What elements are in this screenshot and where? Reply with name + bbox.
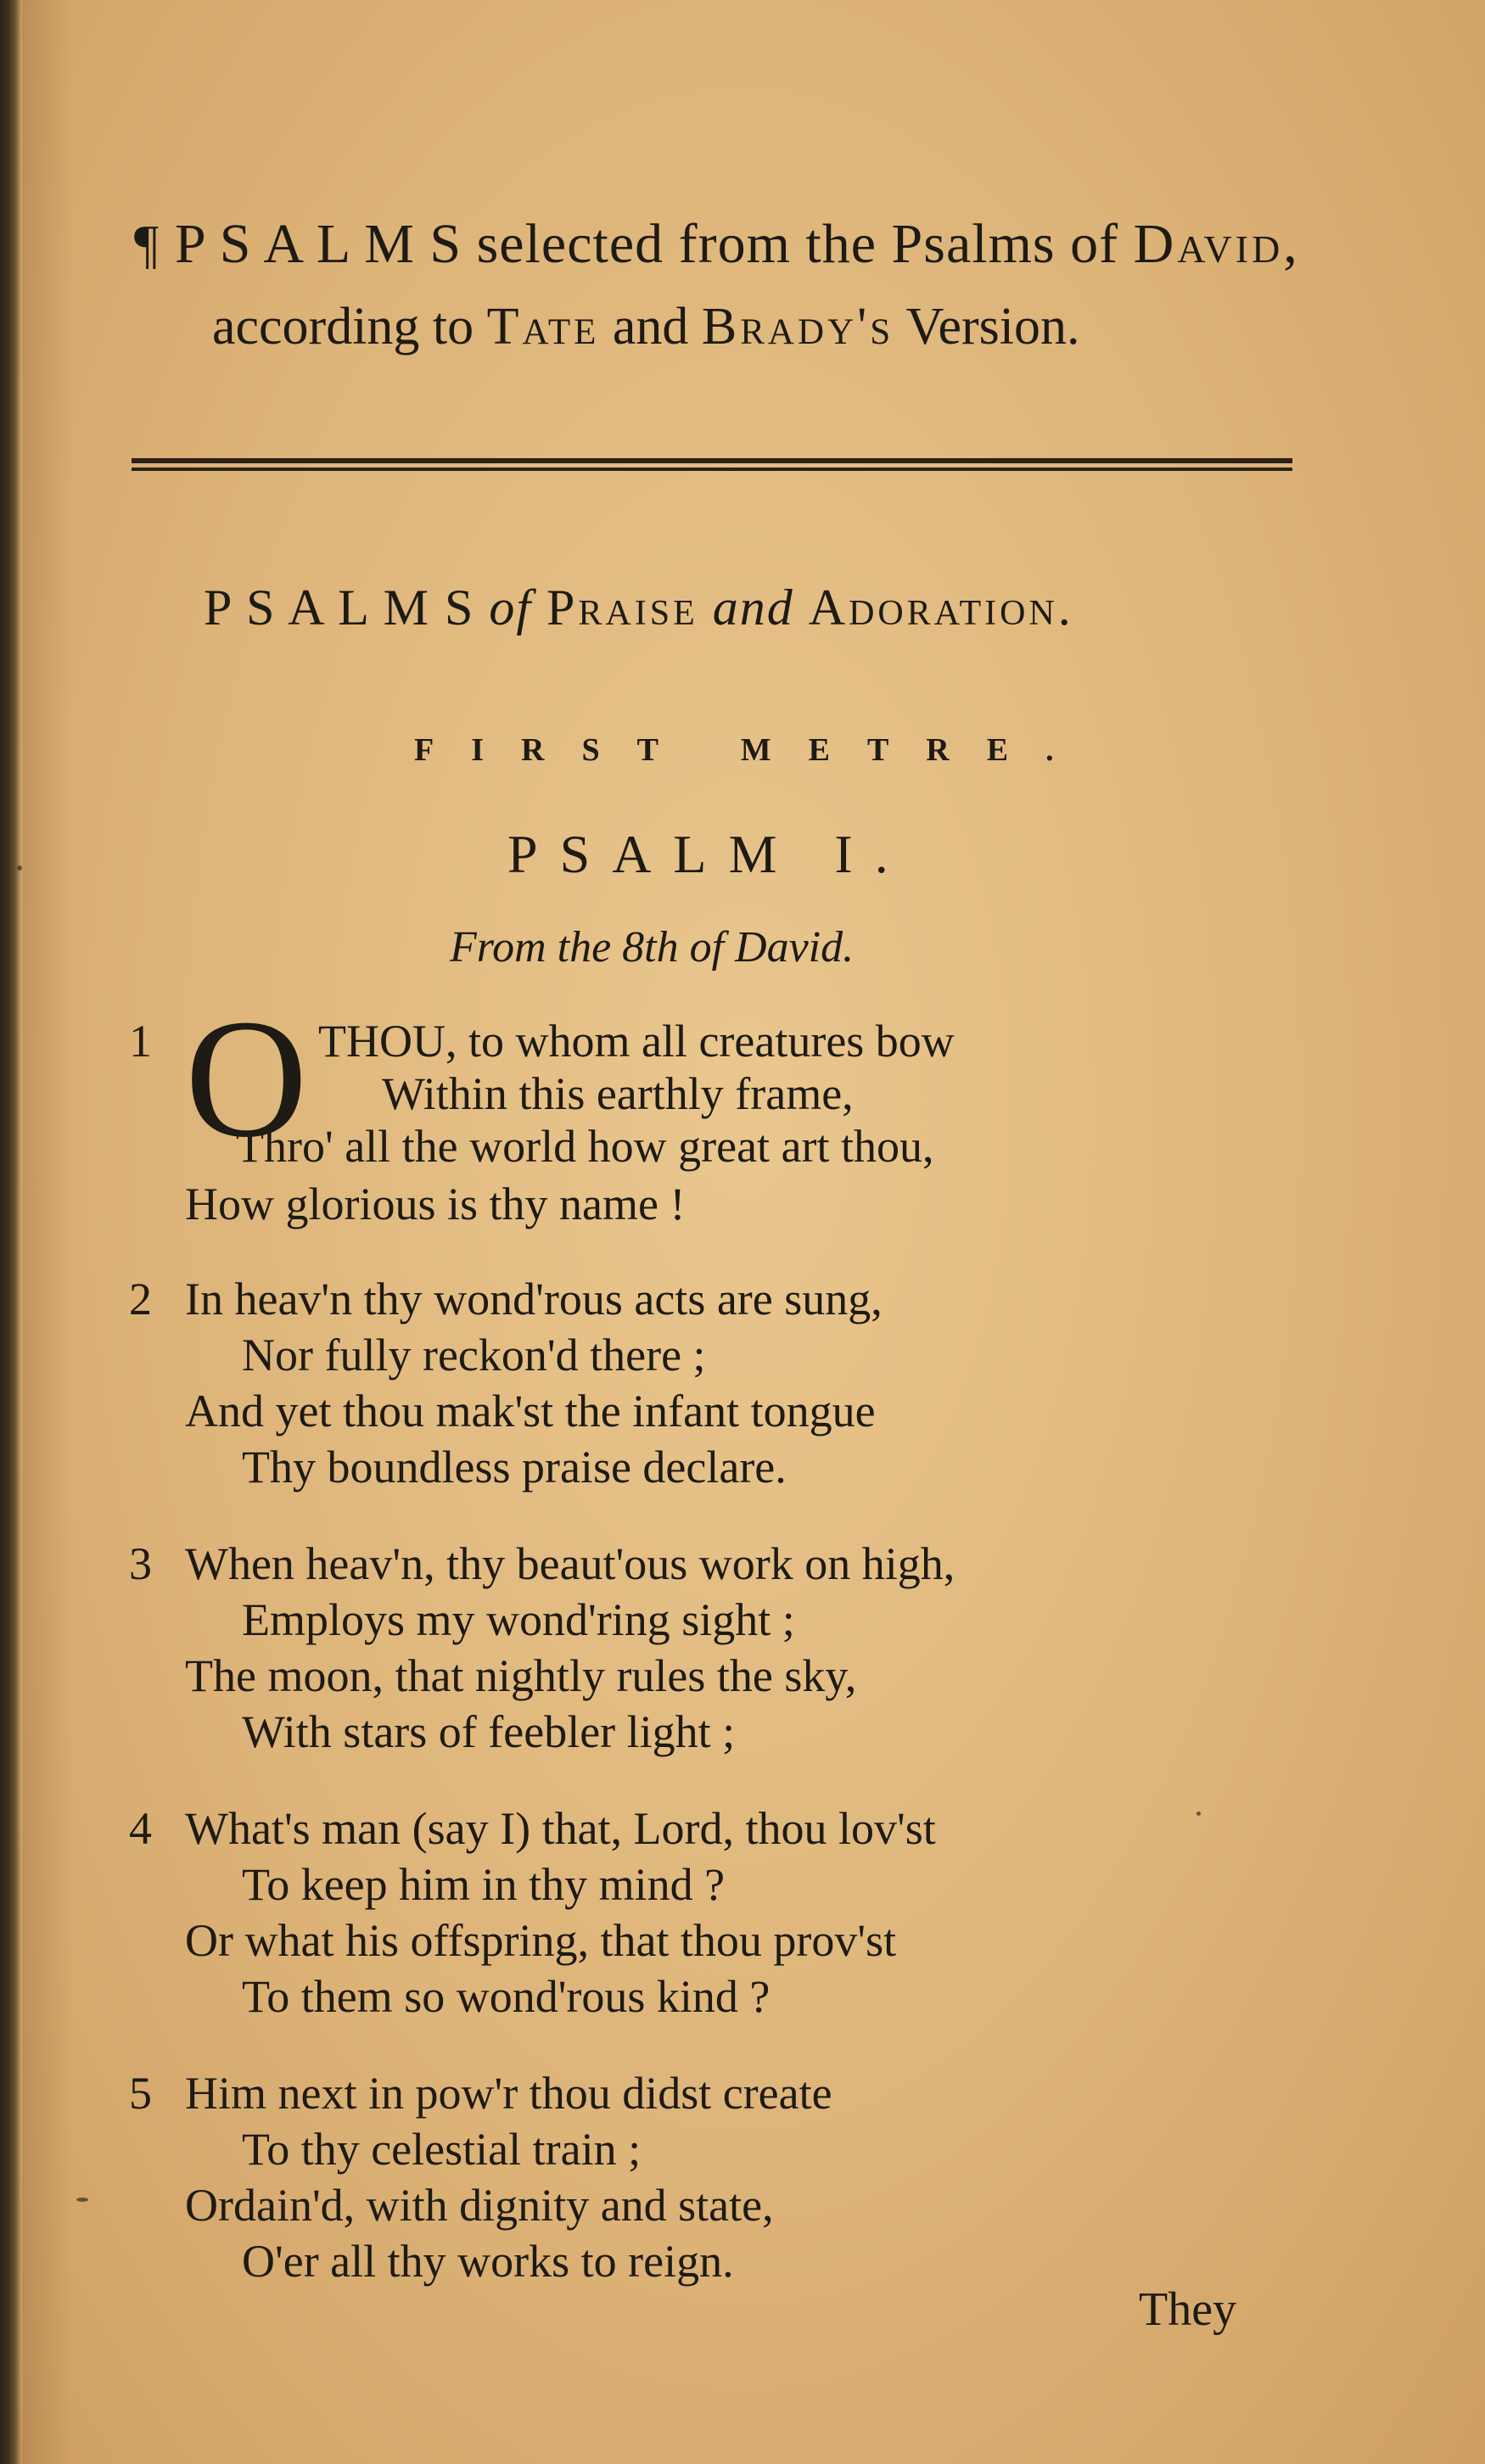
header-and: and [612, 298, 689, 356]
verse-line: Nor fully reckon'd there ; [242, 1330, 706, 1380]
header-prefix: P S A L M S selected from the Psalms of [175, 213, 1119, 275]
stanza-number: 5 [129, 2068, 152, 2119]
catchword: They [1139, 2283, 1237, 2336]
header-brady: Brady's [701, 298, 894, 356]
verse-line: How glorious is thy name ! [185, 1179, 686, 1229]
verse-line: And yet thou mak'st the infant tongue [185, 1386, 876, 1436]
verse-line: Him next in pow'r thou didst create [185, 2068, 832, 2119]
section-praise: Praise [546, 580, 698, 636]
verse-line: What's man (say I) that, Lord, thou lov'st [185, 1803, 936, 1854]
verse-line: To keep him in thy mind ? [242, 1859, 726, 1910]
paper-speck [76, 2198, 88, 2202]
pilcrow-mark: ¶ [134, 214, 160, 274]
verse-line: The moon, that nightly rules the sky, [185, 1650, 857, 1701]
header-version: Version. [905, 298, 1080, 356]
psalm-source: From the 8th of David. [450, 923, 855, 972]
verse-line: In heav'n thy wond'rous acts are sung, [185, 1274, 883, 1324]
header-tate: Tate [486, 298, 600, 356]
metre-heading: FIRST METRE. [414, 732, 1091, 768]
verse-line: To them so wond'rous kind ? [242, 1971, 771, 2022]
header-line-1 [134, 212, 1301, 277]
drop-cap: O [185, 985, 308, 1173]
verse-line: Ordain'd, with dignity and state, [185, 2180, 774, 2231]
header-according: according to [212, 298, 474, 356]
verse-line: Or what his offspring, that thou prov'st [185, 1915, 897, 1966]
double-rule-bottom [132, 468, 1292, 471]
stanza-number: 1 [129, 1016, 152, 1067]
stanza-number: 2 [129, 1274, 152, 1324]
verse-line: O'er all thy works to reign. [242, 2236, 734, 2287]
verse-line: Thy boundless praise declare. [242, 1442, 787, 1492]
section-of: of [489, 580, 533, 636]
verse-line: THOU, to whom all creatures bow [318, 1016, 955, 1067]
section-psalms: P S A L M S [204, 580, 475, 636]
verse-line: When heav'n, thy beaut'ous work on high, [185, 1538, 955, 1589]
page-gutter-shade [22, 0, 73, 2464]
verse-line: Within this earthly frame, [382, 1068, 854, 1119]
book-spine-shadow [0, 0, 22, 2464]
verse-line: Thro' all the world how great art thou, [236, 1121, 934, 1172]
double-rule-top [132, 458, 1292, 463]
paper-speck [17, 865, 22, 871]
verse-line: With stars of feebler light ; [242, 1706, 736, 1757]
paper-speck [1196, 1812, 1201, 1816]
verse-line: Employs my wond'ring sight ; [242, 1594, 795, 1645]
psalm-title: PSALM I. [507, 824, 911, 884]
header-david: David, [1133, 213, 1301, 275]
verse-line: To thy celestial train ; [242, 2124, 642, 2175]
section-adoration: Adoration. [808, 580, 1074, 636]
stanza-number: 3 [129, 1538, 152, 1589]
section-title [204, 579, 1074, 637]
header-line-2 [212, 297, 1079, 357]
stanza-number: 4 [129, 1803, 152, 1854]
section-and: and [712, 580, 794, 636]
